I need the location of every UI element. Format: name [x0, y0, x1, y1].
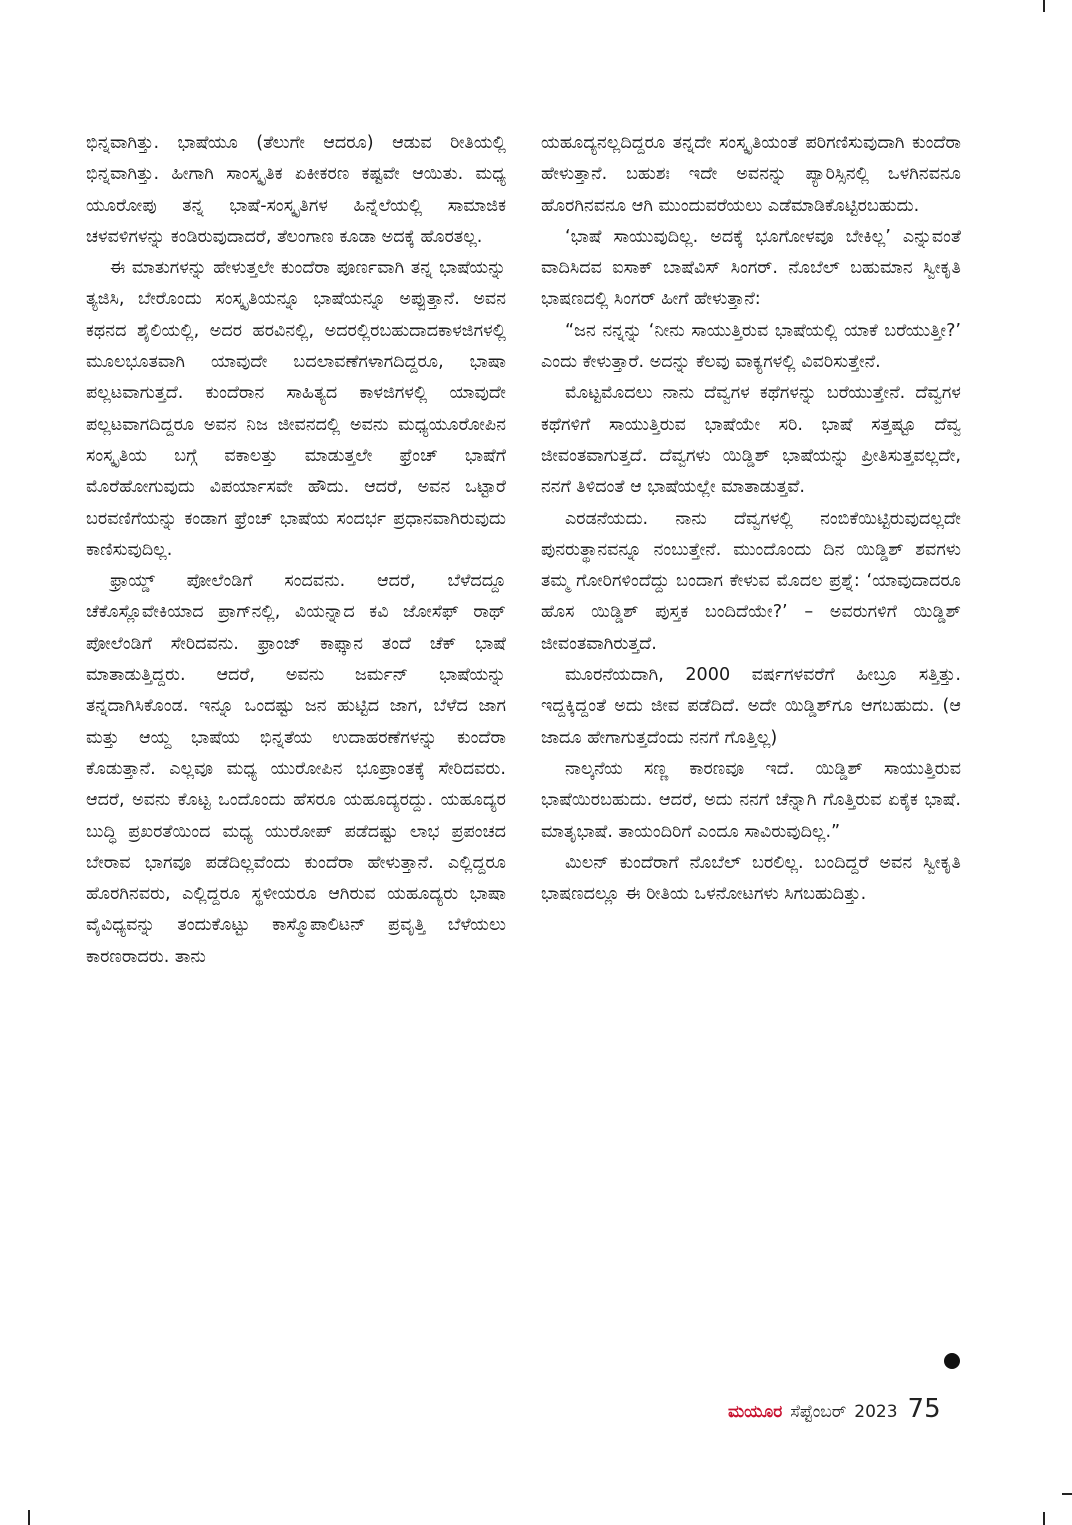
page-footer	[728, 1394, 941, 1424]
paragraph: ಮೊಟ್ಟಮೊದಲು ನಾನು ದೆವ್ವಗಳ ಕಥೆಗಳನ್ನು ಬರೆಯುತ್ತೇನೆ. ದೆವ್ವಗಳ ಕಥೆಗಳಿಗೆ ಸಾಯುತ್ತಿರುವ ಭಾಷೆಯೇ ಸರಿ. ಭಾಷೆ ಸತ್ತಷ್ಟೂ ದೆವ್ವ ಜೀವಂತವಾಗುತ್ತದೆ. ದೆವ್ವಗಳು ಯಿಡ್ಡಿಶ್ ಭಾಷೆಯನ್ನು ಪ್ರೀತಿಸುತ್ತವಲ್ಲದೇ, ನನಗೆ ತಿಳಿದಂತೆ ಆ ಭಾಷೆಯಲ್ಲೇ ಮಾತಾಡುತ್ತವೆ.	[541, 383, 961, 498]
paragraph: ಮೂರನೆಯದಾಗಿ, 2000 ವರ್ಷಗಳವರೆಗೆ ಹೀಬ್ರೂ ಸತ್ತಿತ್ತು. ಇದ್ದಕ್ಕಿದ್ದಂತೆ ಅದು ಜೀವ ಪಡೆದಿದೆ. ಅದೇ ಯಿಡ್ಡಿಶ್‌ಗೂ ಆಗಬಹುದು. (ಆ ಜಾದೂ ಹೇಗಾಗುತ್ತದೆಂದು ನನಗೆ ಗೊತ್ತಿಲ್ಲ)	[541, 665, 961, 748]
paragraph: ಫ್ರಾಯ್ಡ್ ಪೋಲೆಂಡಿಗೆ ಸಂದವನು. ಆದರೆ, ಬೆಳೆದದ್ದೂ ಚೆಕೊಸ್ಲೊವೇಕಿಯಾದ ಪ್ರಾಗ್‌ನಲ್ಲಿ, ವಿಯನ್ನಾದ ಕವಿ ಜೋಸೆಫ್ ರಾಥ್ ಪೋಲೆಂಡಿಗೆ ಸೇರಿದವನು. ಫ್ರಾಂಜ್ ಕಾಫ್ಕಾನ ತಂದೆ ಚೆಕ್ ಭಾಷೆ ಮಾತಾಡುತ್ತಿದ್ದರು. ಆದರೆ, ಅವನು ಜರ್ಮನ್ ಭಾಷೆಯನ್ನು ತನ್ನದಾಗಿಸಿಕೊಂಡ. ಇನ್ನೂ ಒಂದಷ್ಟು ಜನ ಹುಟ್ಟಿದ ಜಾಗ, ಬೆಳೆದ ಜಾಗ ಮತ್ತು ಆಯ್ದ ಭಾಷೆಯ ಭಿನ್ನತೆಯ ಉದಾಹರಣೆಗಳನ್ನು ಕುಂದೆರಾ ಕೊಡುತ್ತಾನೆ. ಎಲ್ಲವೂ ಮಧ್ಯ ಯುರೋಪಿನ ಭೂಪ್ರಾಂತಕ್ಕೆ ಸೇರಿದವರು. ಆದರೆ, ಅವನು ಕೊಟ್ಟ ಒಂದೊಂದು ಹೆಸರೂ ಯಹೂದ್ಯರದ್ದು. ಯಹೂದ್ಯರ ಬುದ್ಧಿ ಪ್ರಖರತೆಯಿಂದ ಮಧ್ಯ ಯುರೋಪ್ ಪಡೆದಷ್ಟು ಲಾಭ ಪ್ರಪಂಚದ ಬೇರಾವ ಭಾಗವೂ ಪಡೆದಿಲ್ಲವೆಂದು ಕುಂದೆರಾ ಹೇಳುತ್ತಾನೆ. ಎಲ್ಲಿದ್ದರೂ ಹೊರಗಿನವರು, ಎಲ್ಲಿದ್ದರೂ ಸ್ಥಳೀಯರೂ ಆಗಿರುವ ಯಹೂದ್ಯರು ಭಾಷಾ ವೈವಿಧ್ಯವನ್ನು ತಂದುಕೊಟ್ಟು ಕಾಸ್ಮೊಪಾಲಿಟನ್ ಪ್ರವೃತ್ತಿ ಬೆಳೆಯಲು ಕಾರಣರಾದರು. ತಾನು	[86, 571, 506, 967]
paragraph: ಈ ಮಾತುಗಳನ್ನು ಹೇಳುತ್ತಲೇ ಕುಂದೆರಾ ಪೂರ್ಣವಾಗಿ ತನ್ನ ಭಾಷೆಯನ್ನು ತ್ಯಜಿಸಿ, ಬೇರೊಂದು ಸಂಸ್ಕೃತಿಯನ್ನೂ ಭಾಷೆಯನ್ನೂ ಅಪ್ಪುತ್ತಾನೆ. ಅವನ ಕಥನದ ಶೈಲಿಯಲ್ಲಿ, ಅದರ ಹರವಿನಲ್ಲಿ, ಅದರಲ್ಲಿರಬಹುದಾದಕಾಳಜಿಗಳಲ್ಲಿ ಮೂಲಭೂತವಾಗಿ ಯಾವುದೇ ಬದಲಾವಣೆಗಳಾಗದಿದ್ದರೂ, ಭಾಷಾ ಪಲ್ಲಟವಾಗುತ್ತದೆ. ಕುಂದೆರಾನ ಸಾಹಿತ್ಯದ ಕಾಳಜಿಗಳಲ್ಲಿ ಯಾವುದೇ ಪಲ್ಲಟವಾಗದಿದ್ದರೂ ಅವನ ನಿಜ ಜೀವನದಲ್ಲಿ ಅವನು ಮಧ್ಯಯೂರೋಪಿನ ಸಂಸ್ಕೃತಿಯ ಬಗ್ಗೆ ವಕಾಲತ್ತು ಮಾಡುತ್ತಲೇ ಫ್ರೆಂಚ್ ಭಾಷೆಗೆ ಮೊರೆಹೋಗುವುದು ವಿಪರ್ಯಾಸವೇ ಹೌದು. ಆದರೆ, ಅವನ ಒಟ್ಟಾರೆ ಬರವಣಿಗೆಯನ್ನು ಕಂಡಾಗ ಫ್ರೆಂಚ್ ಭಾಷೆಯ ಸಂದರ್ಭ ಪ್ರಧಾನವಾಗಿರುವುದು ಕಾಣಿಸುವುದಿಲ್ಲ.	[86, 258, 506, 560]
end-of-article-bullet-icon	[944, 1353, 960, 1369]
paragraph: “ಜನ ನನ್ನನ್ನು ‘ನೀನು ಸಾಯುತ್ತಿರುವ ಭಾಷೆಯಲ್ಲಿ ಯಾಕೆ ಬರೆಯುತ್ತೀ?’ ಎಂದು ಕೇಳುತ್ತಾರೆ. ಅದನ್ನು ಕೆಲವು ವಾಕ್ಯಗಳಲ್ಲಿ ವಿವರಿಸುತ್ತೇನೆ.	[541, 320, 961, 373]
page-number: 75	[907, 1394, 941, 1424]
paragraph: ‘ಭಾಷೆ ಸಾಯುವುದಿಲ್ಲ. ಅದಕ್ಕೆ ಭೂಗೋಳವೂ ಬೇಕಿಲ್ಲ’ ಎನ್ನುವಂತೆ ವಾದಿಸಿದವ ಐಸಾಕ್ ಬಾಷೆವಿಸ್ ಸಿಂಗರ್. ನೊಬೆಲ್ ಬಹುಮಾನ ಸ್ವೀಕೃತಿ ಭಾಷಣದಲ್ಲಿ ಸಿಂಗರ್ ಹೀಗೆ ಹೇಳುತ್ತಾನೆ:	[541, 226, 961, 310]
issue-year: 2023	[854, 1402, 898, 1422]
crop-mark-bottom-right	[1043, 1512, 1045, 1525]
paragraph: ಭಿನ್ನವಾಗಿತ್ತು. ಭಾಷೆಯೂ (ತೆಲುಗೇ ಆದರೂ) ಆಡುವ ರೀತಿಯಲ್ಲಿ ಭಿನ್ನವಾಗಿತ್ತು. ಹೀಗಾಗಿ ಸಾಂಸ್ಕೃತಿಕ ಏಕೀಕರಣ ಕಷ್ಟವೇ ಆಯಿತು. ಮಧ್ಯ ಯೂರೋಪು ತನ್ನ ಭಾಷೆ-ಸಂಸ್ಕೃತಿಗಳ ಹಿನ್ನೆಲೆಯಲ್ಲಿ ಸಾಮಾಜಿಕ ಚಳವಳಿಗಳನ್ನು ಕಂಡಿರುವುದಾದರೆ, ತೆಲಂಗಾಣ ಕೂಡಾ ಅದಕ್ಕೆ ಹೊರತಲ್ಲ.	[86, 133, 506, 247]
paragraph: ಮಿಲನ್ ಕುಂದೆರಾಗೆ ನೊಬೆಲ್ ಬರಲಿಲ್ಲ. ಬಂದಿದ್ದರೆ ಅವನ ಸ್ವೀಕೃತಿ ಭಾಷಣದಲ್ಲೂ ಈ ರೀತಿಯ ಒಳನೋಟಗಳು ಸಿಗಬಹುದಿತ್ತು.	[541, 852, 961, 905]
paragraph: ಯಹೂದ್ಯನಲ್ಲದಿದ್ದರೂ ತನ್ನದೇ ಸಂಸ್ಕೃತಿಯಂತೆ ಪರಿಗಣಿಸುವುದಾಗಿ ಕುಂದೆರಾ ಹೇಳುತ್ತಾನೆ. ಬಹುಶಃ ಇದೇ ಅವನನ್ನು ಪ್ಯಾರಿಸ್ಸಿನಲ್ಲಿ ಒಳಗಿನವನೂ ಹೊರಗಿನವನೂ ಆಗಿ ಮುಂದುವರೆಯಲು ಎಡೆಮಾಡಿಕೊಟ್ಟಿರಬಹುದು.	[541, 133, 961, 216]
crop-mark-top-right	[1043, 0, 1045, 12]
left-column	[86, 128, 506, 973]
issue-month: ಸೆಪ್ಟೆಂಬರ್	[790, 1402, 847, 1422]
right-column	[541, 128, 961, 910]
magazine-logo: ಮಯೂರ	[728, 1402, 783, 1422]
crop-mark-bottom-left	[28, 1510, 30, 1525]
paragraph: ನಾಲ್ಕನೆಯ ಸಣ್ಣ ಕಾರಣವೂ ಇದೆ. ಯಿಡ್ಡಿಶ್ ಸಾಯುತ್ತಿರುವ ಭಾಷೆಯಿರಬಹುದು. ಆದರೆ, ಅದು ನನಗೆ ಚೆನ್ನಾಗಿ ಗೊತ್ತಿರುವ ಏಕೈಕ ಭಾಷೆ. ಮಾತೃಭಾಷೆ. ತಾಯಂದಿರಿಗೆ ಎಂದೂ ಸಾವಿರುವುದಿಲ್ಲ.”	[541, 758, 961, 842]
crop-mark-right-bottom	[1062, 1493, 1072, 1495]
paragraph: ಎರಡನೆಯದು. ನಾನು ದೆವ್ವಗಳಲ್ಲಿ ನಂಬಿಕೆಯಿಟ್ಟಿರುವುದಲ್ಲದೇ ಪುನರುತ್ಥಾನವನ್ನೂ ನಂಬುತ್ತೇನೆ. ಮುಂದೊಂದು ದಿನ ಯಿಡ್ಡಿಶ್ ಶವಗಳು ತಮ್ಮ ಗೋರಿಗಳಿಂದೆದ್ದು ಬಂದಾಗ ಕೇಳುವ ಮೊದಲ ಪ್ರಶ್ನೆ: ‘ಯಾವುದಾದರೂ ಹೊಸ ಯಿಡ್ಡಿಶ್ ಪುಸ್ತಕ ಬಂದಿದೆಯೇ?’ – ಅವರುಗಳಿಗೆ ಯಿಡ್ಡಿಶ್ ಜೀವಂತವಾಗಿರುತ್ತದೆ.	[541, 508, 961, 654]
